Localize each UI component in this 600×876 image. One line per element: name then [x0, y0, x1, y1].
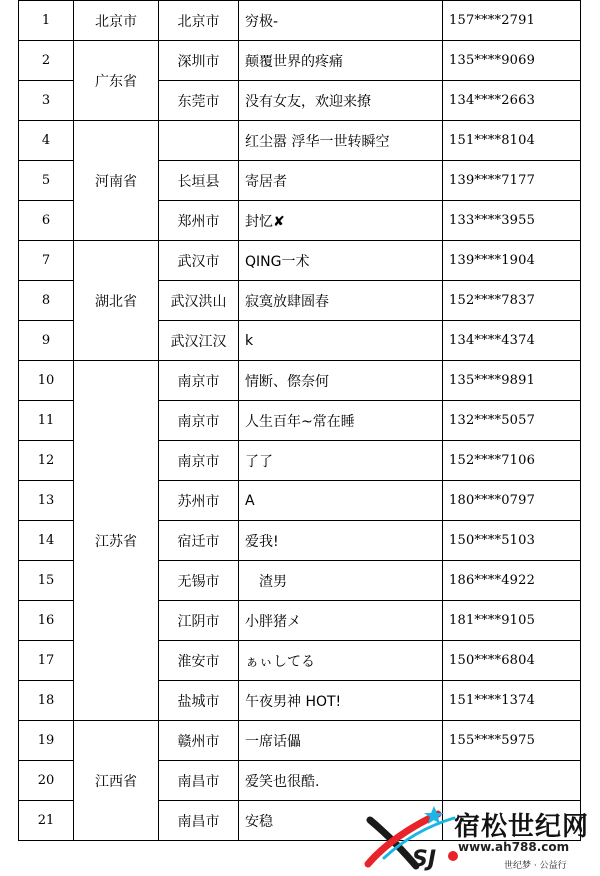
nickname-cell: 封忆✘: [239, 201, 443, 241]
city-cell: 南昌市: [159, 761, 239, 801]
row-number-cell: 15: [19, 561, 74, 601]
province-cell: 北京市: [74, 1, 159, 41]
city-cell: 南京市: [159, 361, 239, 401]
phone-cell: 151****8104: [443, 121, 581, 161]
nickname-cell: 寄居者: [239, 161, 443, 201]
nickname-cell: 了了: [239, 441, 443, 481]
row-number-cell: 17: [19, 641, 74, 681]
phone-cell: 151****1374: [443, 681, 581, 721]
nickname-cell: 渣男: [239, 561, 443, 601]
row-number-cell: 8: [19, 281, 74, 321]
phone-cell: 133****3955: [443, 201, 581, 241]
table-row: [19, 121, 581, 161]
row-number-cell: 11: [19, 401, 74, 441]
city-cell: 南京市: [159, 441, 239, 481]
table-row: [19, 41, 581, 81]
phone-cell: [443, 761, 581, 801]
province-cell: 河南省: [74, 121, 159, 241]
city-cell: 东莞市: [159, 81, 239, 121]
row-number-cell: 5: [19, 161, 74, 201]
row-number-cell: 20: [19, 761, 74, 801]
nickname-cell: 颠覆世界的疼痛: [239, 41, 443, 81]
phone-cell: 134****4374: [443, 321, 581, 361]
table-row: [19, 241, 581, 281]
city-cell: 赣州市: [159, 721, 239, 761]
nickname-cell: 寂寞放肆圄春: [239, 281, 443, 321]
city-cell: 武汉市: [159, 241, 239, 281]
row-number-cell: 9: [19, 321, 74, 361]
province-cell: 广东省: [74, 41, 159, 121]
phone-cell: 150****6804: [443, 641, 581, 681]
city-cell: 南昌市: [159, 801, 239, 841]
table-row: [19, 1, 581, 41]
nickname-cell: A: [239, 481, 443, 521]
province-cell: 江苏省: [74, 361, 159, 721]
city-cell: 无锡市: [159, 561, 239, 601]
nickname-cell: 爱我!: [239, 521, 443, 561]
city-cell: 盐城市: [159, 681, 239, 721]
table-body: [19, 1, 581, 841]
city-cell: [159, 121, 239, 161]
city-cell: 淮安市: [159, 641, 239, 681]
city-cell: 南京市: [159, 401, 239, 441]
phone-cell: 139****1904: [443, 241, 581, 281]
phone-cell: 134****2663: [443, 81, 581, 121]
site-watermark: [364, 800, 600, 876]
row-number-cell: 19: [19, 721, 74, 761]
nickname-cell: 人生百年~常在睡: [239, 401, 443, 441]
city-cell: 郑州市: [159, 201, 239, 241]
nickname-cell: 午夜男神 HOT!: [239, 681, 443, 721]
watermark-url: www.ah788.com: [458, 840, 570, 854]
row-number-cell: 3: [19, 81, 74, 121]
watermark-slogan: 世纪梦 · 公益行: [504, 861, 567, 871]
city-cell: 武汉洪山: [159, 281, 239, 321]
nickname-cell: ぁぃしてる: [239, 641, 443, 681]
nickname-cell: 红尘嚣 浮华一世转瞬空: [239, 121, 443, 161]
province-cell: 江西省: [74, 721, 159, 841]
phone-cell: 181****9105: [443, 601, 581, 641]
nickname-cell: 穷极-: [239, 1, 443, 41]
nickname-cell: QING一术: [239, 241, 443, 281]
city-cell: 宿迁市: [159, 521, 239, 561]
row-number-cell: 12: [19, 441, 74, 481]
watermark-logo-text: SJ: [412, 847, 437, 872]
nickname-cell: k: [239, 321, 443, 361]
phone-cell: 150****5103: [443, 521, 581, 561]
phone-cell: 152****7837: [443, 281, 581, 321]
city-cell: 深圳市: [159, 41, 239, 81]
city-cell: 江阴市: [159, 601, 239, 641]
row-number-cell: 6: [19, 201, 74, 241]
phone-cell: 135****9891: [443, 361, 581, 401]
nickname-cell: 小胖猪メ: [239, 601, 443, 641]
row-number-cell: 14: [19, 521, 74, 561]
city-cell: 武汉江汉: [159, 321, 239, 361]
phone-cell: 139****7177: [443, 161, 581, 201]
row-number-cell: 13: [19, 481, 74, 521]
phone-cell: 155****5975: [443, 721, 581, 761]
city-cell: 苏州市: [159, 481, 239, 521]
phone-cell: 135****9069: [443, 41, 581, 81]
table-row: [19, 721, 581, 761]
row-number-cell: 10: [19, 361, 74, 401]
table-row: [19, 361, 581, 401]
nickname-cell: 没有女友，欢迎来撩: [239, 81, 443, 121]
phone-cell: 157****2791: [443, 1, 581, 41]
nickname-cell: 一席话儡: [239, 721, 443, 761]
row-number-cell: 7: [19, 241, 74, 281]
phone-cell: 152****7106: [443, 441, 581, 481]
city-cell: 北京市: [159, 1, 239, 41]
city-cell: 长垣县: [159, 161, 239, 201]
phone-cell: 132****5057: [443, 401, 581, 441]
watermark-logo-icon: [364, 800, 464, 876]
watermark-site-name: 宿松世纪网: [454, 812, 590, 842]
row-number-cell: 4: [19, 121, 74, 161]
row-number-cell: 21: [19, 801, 74, 841]
nickname-cell: 安稳: [239, 801, 443, 841]
nickname-cell: 情断、傺奈何: [239, 361, 443, 401]
row-number-cell: 16: [19, 601, 74, 641]
province-cell: 湖北省: [74, 241, 159, 361]
row-number-cell: 1: [19, 1, 74, 41]
nickname-cell: 爱笑也很酷.: [239, 761, 443, 801]
row-number-cell: 2: [19, 41, 74, 81]
phone-cell: 186****4922: [443, 561, 581, 601]
data-table: [18, 0, 581, 841]
phone-cell: 180****0797: [443, 481, 581, 521]
row-number-cell: 18: [19, 681, 74, 721]
